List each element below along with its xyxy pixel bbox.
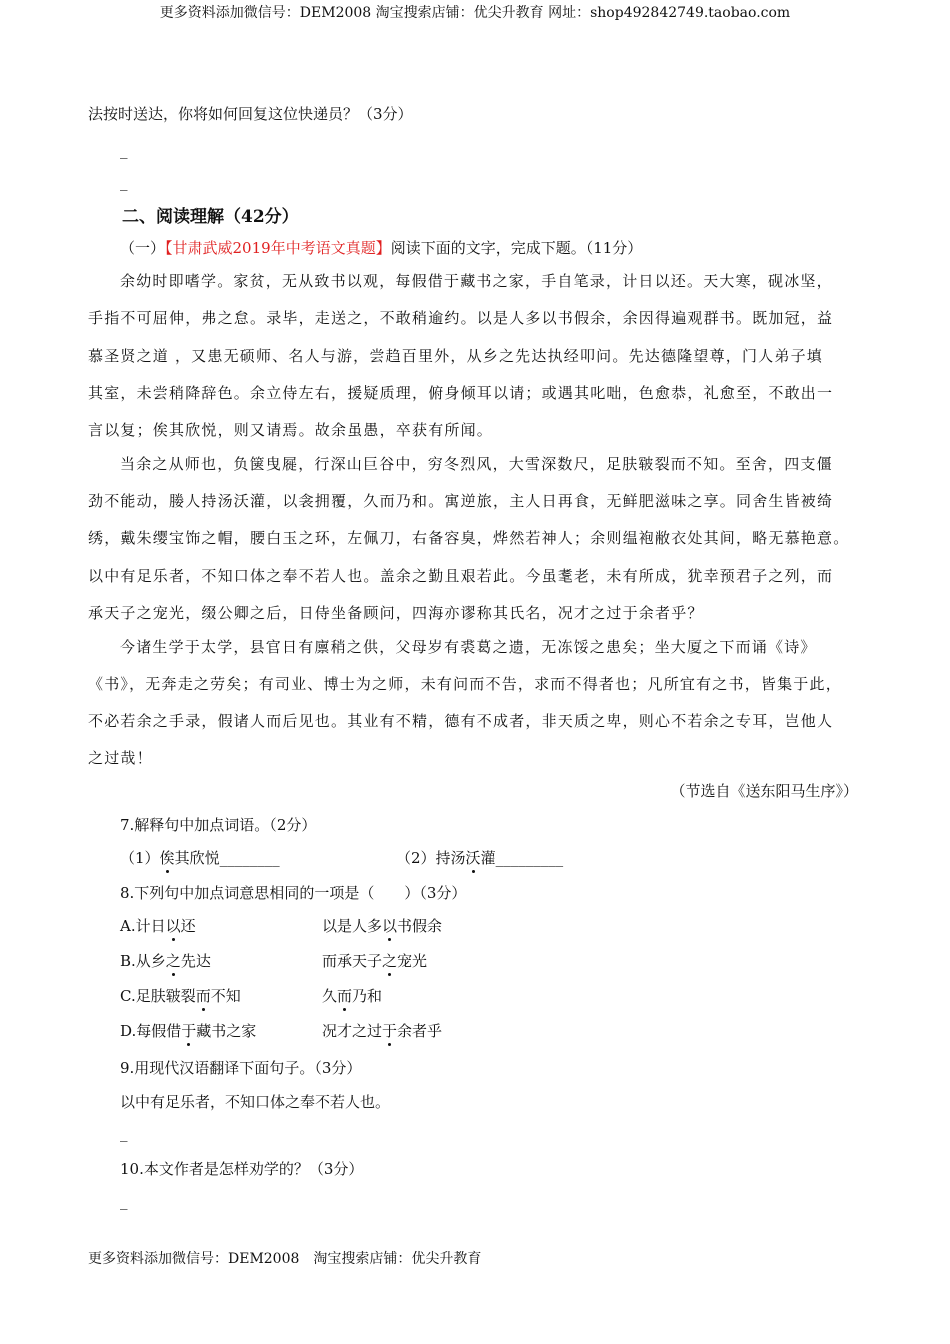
- q8-option-b: [120, 950, 211, 971]
- option-text: 书假余: [397, 917, 443, 935]
- section-title: 二、阅读理解（42分）: [122, 207, 299, 227]
- option-text: 宠光: [397, 952, 428, 970]
- passage-line: 手指不可屈伸，弗之怠。录毕，走送之，不敢稍逾约。以是人多以书假余，余因得遍观群书。既加冠，益: [88, 309, 834, 327]
- q9-sentence: 以中有足乐者，不知口体之奉不若人也。: [120, 1093, 391, 1111]
- option-text: D.每假借: [120, 1022, 182, 1040]
- prev-question-tail: 法按时送达，你将如何回复这位快递员？（3分）: [88, 105, 413, 123]
- q8-option-c-compare: [322, 985, 382, 1006]
- answer-blank: _: [120, 1124, 128, 1142]
- passage-line: 余幼时即嗜学。家贫，无从致书以观，每假借于藏书之家，手自笔录，计日以还。天大寒，砚冰坚，: [120, 272, 833, 290]
- q7-item-2-pre: （2）持汤: [396, 849, 466, 867]
- passage-line: 不必若余之手录，假诸人而后见也。其业有不精，德有不成者，非天质之卑，则心不若余之专耳，岂他人: [88, 712, 834, 730]
- passage-line: 绣，戴朱缨宝饰之帽，腰白玉之环，左佩刀，右备容臭，烨然若神人；余则缊袍敝衣处其间，略无慕艳意。: [88, 529, 850, 547]
- option-text: C.足肤皲裂: [120, 987, 196, 1005]
- q8-option-a: [120, 915, 196, 936]
- option-text: 久: [322, 987, 338, 1005]
- dotted-word: 沃: [465, 849, 481, 867]
- answer-blank: _: [120, 141, 128, 159]
- dotted-word: 于: [382, 1022, 398, 1040]
- option-text: 余者乎: [397, 1022, 443, 1040]
- option-text: A.计日: [120, 917, 166, 935]
- passage-line: 今诸生学于太学，县官日有廪稍之供，父母岁有裘葛之遗，无冻馁之患矣；坐大厦之下而诵《诗》: [120, 638, 817, 656]
- q7-item-1-post: 其欣悦________: [174, 849, 280, 867]
- option-text: 而承天子: [322, 952, 383, 970]
- q7-item-2-post: 灌_________: [480, 849, 564, 867]
- option-text: 不知: [210, 987, 241, 1005]
- q8-option-a-compare: [322, 915, 442, 936]
- dotted-word: 以: [382, 917, 398, 935]
- passage-line: 言以复；俟其欣悦，则又请焉。故余虽愚，卒获有所闻。: [88, 421, 494, 439]
- question-8: 8.下列句中加点词意思相同的一项是（ ）（3分）: [120, 884, 467, 902]
- q7-item-2: [396, 847, 563, 868]
- option-text: 以是人多: [322, 917, 383, 935]
- passage-line: 以中有足乐者，不知口体之奉不若人也。盖余之勤且艰若此。今虽耄老，未有所成，犹幸预君子之列，而: [88, 567, 834, 585]
- q8-option-c: [120, 985, 241, 1006]
- option-text: 况才之过: [322, 1022, 383, 1040]
- question-7: 7.解释句中加点词语。（2分）: [120, 816, 317, 834]
- option-text: B.从乡: [120, 952, 166, 970]
- q7-item-1: [120, 847, 280, 868]
- option-text: 藏书之家: [196, 1022, 257, 1040]
- dotted-word: 而: [195, 987, 211, 1005]
- passage-line: 慕圣贤之道 ，又患无硕师、名人与游，尝趋百里外，从乡之先达执经叩问。先达德隆望尊，门人弟子填: [88, 347, 823, 365]
- option-text: 乃和: [352, 987, 383, 1005]
- q8-option-b-compare: [322, 950, 427, 971]
- passage-line: 当余之从师也，负箧曳屣，行深山巨谷中，穷冬烈风，大雪深数尺，足肤皲裂而不知。至舍，四支僵: [120, 455, 833, 473]
- page-header: 更多资料添加微信号：DEM2008 淘宝搜索店铺：优尖升教育 网址：shop492842749.taobao.com: [159, 5, 791, 21]
- option-text: 先达: [180, 952, 211, 970]
- answer-blank: _: [120, 173, 128, 191]
- part-heading: [120, 237, 642, 258]
- passage-line: 其室，未尝稍降辞色。余立侍左右，援疑质理，俯身倾耳以请；或遇其叱咄，色愈恭，礼愈至，不敢出一: [88, 384, 834, 402]
- dotted-word: 之: [165, 952, 181, 970]
- q7-item-1-pre: （1）: [120, 849, 160, 867]
- option-text: 还: [180, 917, 196, 935]
- dotted-word: 之: [382, 952, 398, 970]
- page-footer: 更多资料添加微信号：DEM2008 淘宝搜索店铺：优尖升教育: [88, 1251, 482, 1267]
- answer-blank: _: [120, 1192, 128, 1210]
- passage-line: 《书》，无奔走之劳矣；有司业、博士为之师，未有问而不告，求而不得者也；凡所宜有之书，皆集于此，: [88, 675, 842, 693]
- q8-option-d: [120, 1020, 256, 1041]
- q8-option-d-compare: [322, 1020, 442, 1041]
- source-tag: 【甘肃武威2019年中考语文真题】: [165, 239, 391, 257]
- passage-line: 承天子之宠光，缀公卿之后，日侍坐备顾问，四海亦谬称其氏名，况才之过于余者乎？: [88, 604, 704, 622]
- passage-line: 之过哉！: [88, 749, 153, 767]
- dotted-word: 俟: [159, 849, 175, 867]
- passage-source: （节选自《送东阳马生序》）: [670, 782, 858, 800]
- question-10: 10.本文作者是怎样劝学的？（3分）: [120, 1160, 364, 1178]
- dotted-word: 于: [181, 1022, 197, 1040]
- dotted-word: 以: [165, 917, 181, 935]
- question-9: 9.用现代汉语翻译下面句子。（3分）: [120, 1059, 362, 1077]
- passage-line: 劲不能动，媵人持汤沃灌，以衾拥覆，久而乃和。寓逆旅，主人日再食，无鲜肥滋味之享。同舍生皆被绮: [88, 492, 834, 510]
- part-prefix: （一）: [120, 239, 166, 257]
- part-instruction: 阅读下面的文字，完成下题。（11分）: [390, 239, 643, 257]
- dotted-word: 而: [337, 987, 353, 1005]
